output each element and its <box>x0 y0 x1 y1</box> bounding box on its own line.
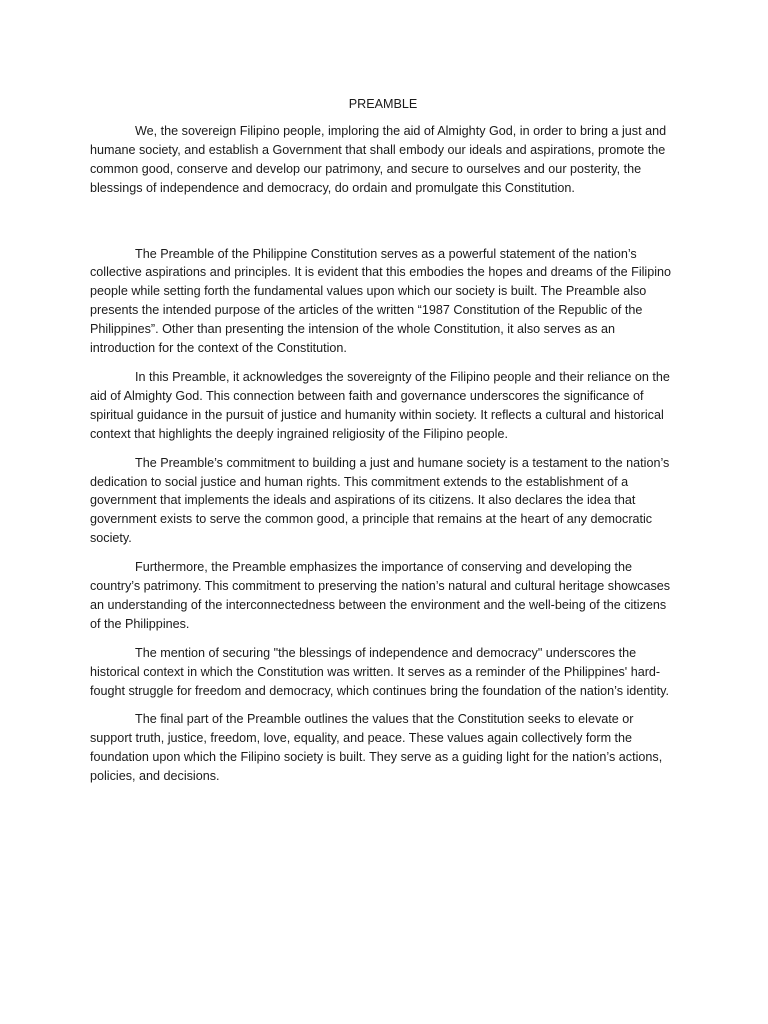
preamble-text: We, the sovereign Filipino people, imploring the aid of Almighty God, in order to bring a just and humane society, and establish a Government that shall embody our ideals and aspirations, promote the common good, conserve and develop our patrimony, and secure to ourselves and our posterity, the blessings of independence and democracy, do ordain and promulgate this Constitution. <box>90 123 667 195</box>
document-title: PREAMBLE <box>348 97 418 111</box>
paragraph-1: The Preamble of the Philippine Constitution serves as a powerful statement of the nation’s collective aspirations and principles. It is evident that this embodies the hopes and dreams of the Filipino people while setting forth the fundamental values upon which our society is built. The Preamble also presents the intended purpose of the articles of the written “1987 Constitution of the Republic of the Philippines”. Other than presenting the intension of the whole Constitution, it also serves as an introduction for the context of the Constitution. <box>90 246 672 356</box>
paragraph-4: Furthermore, the Preamble emphasizes the importance of conserving and developing the country’s patrimony. This commitment to preserving the nation’s natural and cultural heritage showcases an understanding of the interconnectedness between the environment and the well-being of the citizens of the Philippines. <box>90 560 671 631</box>
paragraph-2: In this Preamble, it acknowledges the sovereignty of the Filipino people and their reliance on the aid of Almighty God. This connection between faith and governance underscores the significance of spiritual guidance in the pursuit of justice and humanity within society. It reflects a cultural and historical context that highlights the deeply ingrained religiosity of the Filipino people. <box>90 369 670 441</box>
paragraph-3: The Preamble’s commitment to building a just and humane society is a testament to the nation’s dedication to social justice and human rights. This commitment extends to the establishment of a government that implements the ideals and aspirations of its citizens. It also declares the idea that government exists to serve the common good, a principle that remains at the heart of any democratic society. <box>90 455 670 546</box>
paragraph-5: The mention of securing "the blessings of independence and democracy" underscores the historical context in which the Constitution was written. It serves as a reminder of the Philippines' hard-fought struggle for freedom and democracy, which continues bring the foundation of the nation’s identity. <box>90 645 669 698</box>
paragraph-6: The final part of the Preamble outlines the values that the Constitution seeks to elevate or support truth, justice, freedom, love, equality, and peace. These values again collectively form the foundation upon which the Filipino society is built. They serve as a guiding light for the nation’s actions, policies, and decisions. <box>90 712 663 784</box>
